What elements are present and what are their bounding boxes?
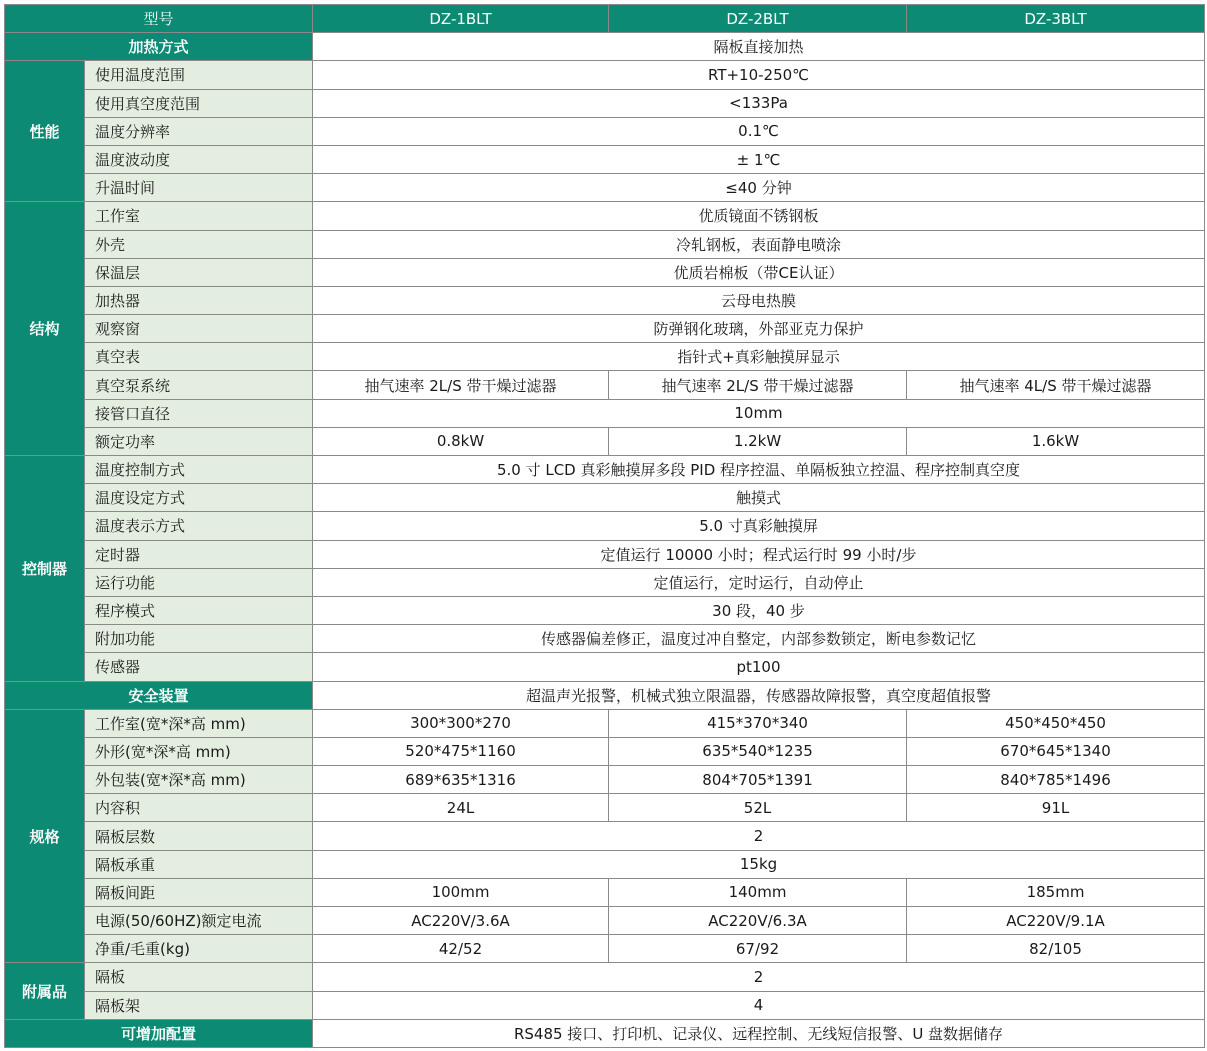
table-row bbox=[5, 230, 1205, 258]
row-value-dz2blt: 415*370*340 bbox=[609, 709, 907, 737]
row-label: 定时器 bbox=[85, 540, 313, 568]
table-row bbox=[5, 963, 1205, 991]
spec-table bbox=[4, 4, 1205, 1048]
row-label: 真空泵系统 bbox=[85, 371, 313, 399]
row-label: 净重/毛重(kg) bbox=[85, 935, 313, 963]
row-label: 使用温度范围 bbox=[85, 61, 313, 89]
options-value: RS485 接口、打印机、记录仪、远程控制、无线短信报警、U 盘数据储存 bbox=[313, 1019, 1205, 1047]
row-value: 2 bbox=[313, 963, 1205, 991]
row-value-dz3blt: 1.6kW bbox=[907, 427, 1205, 455]
table-row bbox=[5, 89, 1205, 117]
row-label: 隔板层数 bbox=[85, 822, 313, 850]
table-row bbox=[5, 343, 1205, 371]
table-row bbox=[5, 512, 1205, 540]
table-row bbox=[5, 456, 1205, 484]
table-row bbox=[5, 935, 1205, 963]
row-label: 隔板间距 bbox=[85, 878, 313, 906]
table-row bbox=[5, 540, 1205, 568]
row-label: 隔板 bbox=[85, 963, 313, 991]
row-value-dz3blt: 82/105 bbox=[907, 935, 1205, 963]
row-value: pt100 bbox=[313, 653, 1205, 681]
row-label: 传感器 bbox=[85, 653, 313, 681]
row-value: 5.0 寸 LCD 真彩触摸屏多段 PID 程序控温、单隔板独立控温、程序控制真空度 bbox=[313, 456, 1205, 484]
table-row bbox=[5, 596, 1205, 624]
table-row bbox=[5, 427, 1205, 455]
row-label: 升温时间 bbox=[85, 174, 313, 202]
row-value: 云母电热膜 bbox=[313, 286, 1205, 314]
table-row bbox=[5, 174, 1205, 202]
table-row bbox=[5, 625, 1205, 653]
row-label: 电源(50/60HZ)额定电流 bbox=[85, 907, 313, 935]
row-value-dz3blt: 91L bbox=[907, 794, 1205, 822]
table-row bbox=[5, 1019, 1205, 1047]
table-row bbox=[5, 61, 1205, 89]
table-row bbox=[5, 145, 1205, 173]
model-dz1blt: DZ-1BLT bbox=[313, 5, 609, 33]
row-value-dz2blt: 140mm bbox=[609, 878, 907, 906]
row-value-dz1blt: 689*635*1316 bbox=[313, 766, 609, 794]
row-value: RT+10-250℃ bbox=[313, 61, 1205, 89]
row-value: ± 1℃ bbox=[313, 145, 1205, 173]
row-label: 温度波动度 bbox=[85, 145, 313, 173]
row-value: 指针式+真彩触摸屏显示 bbox=[313, 343, 1205, 371]
row-value-dz3blt: 670*645*1340 bbox=[907, 737, 1205, 765]
row-value: 冷轧钢板，表面静电喷涂 bbox=[313, 230, 1205, 258]
row-value: 触摸式 bbox=[313, 484, 1205, 512]
row-value-dz2blt: AC220V/6.3A bbox=[609, 907, 907, 935]
row-value: 传感器偏差修正，温度过冲自整定，内部参数锁定，断电参数记忆 bbox=[313, 625, 1205, 653]
row-value-dz1blt: 抽气速率 2L/S 带干燥过滤器 bbox=[313, 371, 609, 399]
row-value: ≤40 分钟 bbox=[313, 174, 1205, 202]
safety-value: 超温声光报警，机械式独立限温器，传感器故障报警，真空度超值报警 bbox=[313, 681, 1205, 709]
group-specs: 规格 bbox=[5, 709, 85, 963]
row-value-dz2blt: 1.2kW bbox=[609, 427, 907, 455]
row-value-dz1blt: AC220V/3.6A bbox=[313, 907, 609, 935]
row-value: 10mm bbox=[313, 399, 1205, 427]
row-value-dz2blt: 67/92 bbox=[609, 935, 907, 963]
row-value-dz3blt: 450*450*450 bbox=[907, 709, 1205, 737]
table-row bbox=[5, 202, 1205, 230]
row-label: 观察窗 bbox=[85, 315, 313, 343]
row-value-dz2blt: 抽气速率 2L/S 带干燥过滤器 bbox=[609, 371, 907, 399]
row-label: 内容积 bbox=[85, 794, 313, 822]
row-value-dz3blt: 185mm bbox=[907, 878, 1205, 906]
row-value: 15kg bbox=[313, 850, 1205, 878]
row-label: 保温层 bbox=[85, 258, 313, 286]
row-label: 外包装(宽*深*高 mm) bbox=[85, 766, 313, 794]
table-row bbox=[5, 315, 1205, 343]
table-row bbox=[5, 709, 1205, 737]
model-dz3blt: DZ-3BLT bbox=[907, 5, 1205, 33]
row-label: 温度控制方式 bbox=[85, 456, 313, 484]
row-label: 程序模式 bbox=[85, 596, 313, 624]
table-row bbox=[5, 766, 1205, 794]
table-row bbox=[5, 258, 1205, 286]
header-row bbox=[5, 5, 1205, 33]
table-row bbox=[5, 822, 1205, 850]
row-value-dz3blt: 840*785*1496 bbox=[907, 766, 1205, 794]
row-value-dz1blt: 0.8kW bbox=[313, 427, 609, 455]
row-label: 隔板承重 bbox=[85, 850, 313, 878]
row-label: 加热器 bbox=[85, 286, 313, 314]
group-controller: 控制器 bbox=[5, 456, 85, 682]
table-row bbox=[5, 850, 1205, 878]
row-label: 运行功能 bbox=[85, 568, 313, 596]
row-value: 定值运行，定时运行，自动停止 bbox=[313, 568, 1205, 596]
row-label: 温度分辨率 bbox=[85, 117, 313, 145]
row-label: 额定功率 bbox=[85, 427, 313, 455]
table-row bbox=[5, 371, 1205, 399]
row-value: 5.0 寸真彩触摸屏 bbox=[313, 512, 1205, 540]
table-row bbox=[5, 568, 1205, 596]
row-value: 防弹钢化玻璃，外部亚克力保护 bbox=[313, 315, 1205, 343]
heating-value: 隔板直接加热 bbox=[313, 33, 1205, 61]
table-row bbox=[5, 484, 1205, 512]
options-label: 可增加配置 bbox=[5, 1019, 313, 1047]
row-value: 定值运行 10000 小时；程式运行时 99 小时/步 bbox=[313, 540, 1205, 568]
table-row bbox=[5, 653, 1205, 681]
row-label: 外形(宽*深*高 mm) bbox=[85, 737, 313, 765]
group-structure: 结构 bbox=[5, 202, 85, 456]
row-label: 工作室 bbox=[85, 202, 313, 230]
row-value: 4 bbox=[313, 991, 1205, 1019]
row-value-dz2blt: 804*705*1391 bbox=[609, 766, 907, 794]
row-label: 工作室(宽*深*高 mm) bbox=[85, 709, 313, 737]
table-row bbox=[5, 117, 1205, 145]
row-label: 真空表 bbox=[85, 343, 313, 371]
row-value-dz2blt: 52L bbox=[609, 794, 907, 822]
row-value-dz3blt: AC220V/9.1A bbox=[907, 907, 1205, 935]
group-performance: 性能 bbox=[5, 61, 85, 202]
row-label: 使用真空度范围 bbox=[85, 89, 313, 117]
row-label: 温度设定方式 bbox=[85, 484, 313, 512]
row-value-dz1blt: 520*475*1160 bbox=[313, 737, 609, 765]
group-accessories: 附属品 bbox=[5, 963, 85, 1019]
row-value-dz3blt: 抽气速率 4L/S 带干燥过滤器 bbox=[907, 371, 1205, 399]
row-value-dz1blt: 42/52 bbox=[313, 935, 609, 963]
table-row bbox=[5, 286, 1205, 314]
table-row bbox=[5, 991, 1205, 1019]
table-row bbox=[5, 681, 1205, 709]
table-row bbox=[5, 794, 1205, 822]
row-value: 优质岩棉板（带CE认证） bbox=[313, 258, 1205, 286]
table-row bbox=[5, 399, 1205, 427]
model-dz2blt: DZ-2BLT bbox=[609, 5, 907, 33]
row-value: 2 bbox=[313, 822, 1205, 850]
row-value-dz1blt: 24L bbox=[313, 794, 609, 822]
table-row bbox=[5, 878, 1205, 906]
row-label: 接管口直径 bbox=[85, 399, 313, 427]
row-label: 隔板架 bbox=[85, 991, 313, 1019]
row-value-dz2blt: 635*540*1235 bbox=[609, 737, 907, 765]
row-label: 附加功能 bbox=[85, 625, 313, 653]
row-value: 优质镜面不锈钢板 bbox=[313, 202, 1205, 230]
heating-label: 加热方式 bbox=[5, 33, 313, 61]
row-label: 温度表示方式 bbox=[85, 512, 313, 540]
table-row bbox=[5, 907, 1205, 935]
row-value: 0.1℃ bbox=[313, 117, 1205, 145]
row-value-dz1blt: 300*300*270 bbox=[313, 709, 609, 737]
row-value: <133Pa bbox=[313, 89, 1205, 117]
row-value: 30 段，40 步 bbox=[313, 596, 1205, 624]
table-row bbox=[5, 33, 1205, 61]
model-header: 型号 bbox=[5, 5, 313, 33]
row-label: 外壳 bbox=[85, 230, 313, 258]
row-value-dz1blt: 100mm bbox=[313, 878, 609, 906]
safety-label: 安全装置 bbox=[5, 681, 313, 709]
table-row bbox=[5, 737, 1205, 765]
